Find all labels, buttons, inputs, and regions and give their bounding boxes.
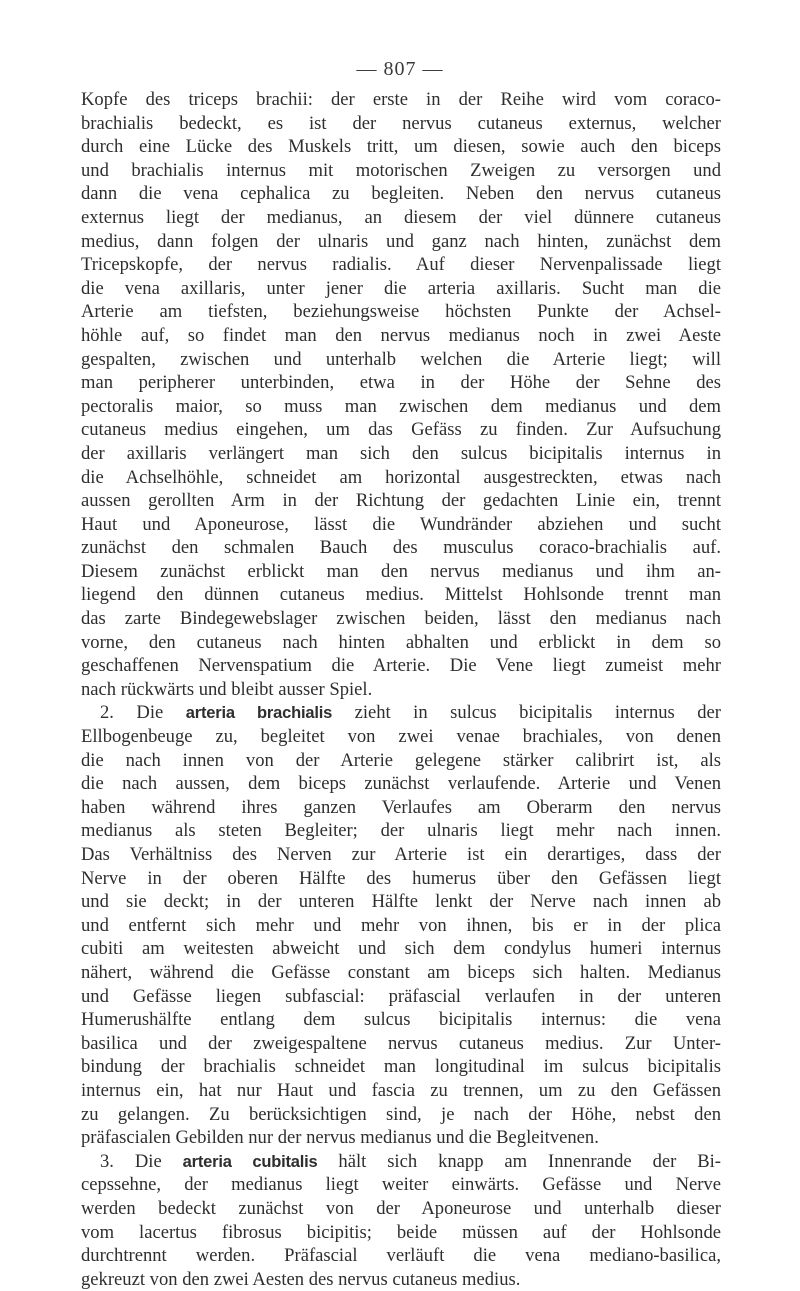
text-line: externus liegt der medianus, an diesem der viel dünnere cutaneus bbox=[81, 206, 721, 228]
text-line: pectoralis maior, so muss man zwischen dem medianus und dem bbox=[81, 395, 721, 417]
text-line: höhle auf, so findet man den nervus medianus noch in zwei Aeste bbox=[81, 324, 721, 346]
text-body bbox=[81, 88, 721, 1291]
text-line: Haut und Aponeurose, lässt die Wundränder abziehen und sucht bbox=[81, 513, 721, 535]
text-line: präfascialen Gebilden nur der nervus medianus und die Begleitvenen. bbox=[81, 1127, 599, 1149]
paragraph-number: 3. Die bbox=[100, 1150, 162, 1172]
text-line: und brachialis internus mit motorischen Zweigen zu versorgen und bbox=[81, 159, 721, 181]
text-line: das zarte Bindegewebslager zwischen beiden, lässt den medianus nach bbox=[81, 608, 721, 630]
text-line: und Gefässe liegen subfascial: präfascial verlaufen in der unteren bbox=[81, 985, 721, 1007]
text-line: und entfernt sich mehr und mehr von ihnen, bis er in der plica bbox=[81, 914, 721, 936]
text-line: gekreuzt von den zwei Aesten des nervus cutaneus medius. bbox=[81, 1268, 521, 1290]
text-run: zieht in sulcus bicipitalis internus der bbox=[354, 702, 721, 724]
text-line: man peripherer unterbinden, etwa in der Höhe der Sehne des bbox=[81, 372, 721, 394]
text-line: werden bedeckt zunächst von der Aponeurose und unterhalb dieser bbox=[81, 1197, 721, 1219]
paragraph-number: 2. Die bbox=[100, 702, 164, 724]
paragraph-3 bbox=[81, 1150, 721, 1291]
text-line: cubiti am weitesten abweicht und sich dem condylus humeri internus bbox=[81, 938, 721, 960]
text-line: Das Verhältniss des Nerven zur Arterie ist ein derartiges, dass der bbox=[81, 844, 721, 865]
text-line: Nerve in der oberen Hälfte des humerus über den Gefässen liegt bbox=[81, 867, 721, 889]
text-line: zu gelangen. Zu berücksichtigen sind, je nach der Höhe, nebst den bbox=[81, 1103, 721, 1125]
anatomical-term: arteria brachialis bbox=[185, 704, 333, 723]
paragraph-first-line bbox=[81, 1150, 721, 1174]
text-line: Ellbogenbeuge zu, begleitet von zwei venae brachiales, von denen bbox=[81, 726, 721, 748]
text-line: bindung der brachialis schneidet man longitudinal im sulcus bicipitalis bbox=[81, 1056, 721, 1078]
text-line: geschaffenen Nervenspatium die Arterie. Die Vene liegt zumeist mehr bbox=[81, 655, 721, 677]
text-line: Humerushälfte entlang dem sulcus bicipitalis internus: die vena bbox=[81, 1009, 721, 1031]
text-line: die nach aussen, dem biceps zunächst verlaufende. Arterie und Venen bbox=[81, 773, 721, 795]
text-line: internus ein, hat nur Haut und fascia zu trennen, um zu den Gefässen bbox=[81, 1079, 721, 1101]
text-line: nähert, während die Gefässe constant am biceps sich halten. Medianus bbox=[81, 961, 721, 983]
text-line: liegend den dünnen cutaneus medius. Mittelst Hohlsonde trennt man bbox=[81, 584, 721, 606]
page-number: — 807 — bbox=[356, 58, 444, 80]
text-line: die vena axillaris, unter jener die arteria axillaris. Sucht man die bbox=[81, 277, 721, 299]
paragraph-2 bbox=[81, 701, 721, 1149]
text-line: Tricepskopfe, der nervus radialis. Auf dieser Nervenpalissade liegt bbox=[81, 254, 721, 276]
text-line: die nach innen von der Arterie gelegene stärker calibrirt ist, als bbox=[81, 749, 721, 771]
text-line: zunächst den schmalen Bauch des musculus coraco-brachialis auf. bbox=[81, 537, 721, 559]
text-line: basilica und der zweigespaltene nervus cutaneus medius. Zur Unter- bbox=[81, 1032, 721, 1054]
text-line: cepssehne, der medianus liegt weiter einwärts. Gefässe und Nerve bbox=[81, 1174, 721, 1196]
text-line: Diesem zunächst erblickt man den nervus medianus und ihm an- bbox=[81, 560, 721, 582]
text-line: durch eine Lücke des Muskels tritt, um diesen, sowie auch den biceps bbox=[81, 136, 721, 158]
text-line: haben während ihres ganzen Verlaufes am Oberarm den nervus bbox=[81, 796, 721, 818]
text-line: gespalten, zwischen und unterhalb welchen die Arterie liegt; will bbox=[81, 348, 721, 370]
paragraph-first-line bbox=[81, 701, 721, 725]
text-line: Kopfe des triceps brachii: der erste in der Reihe wird vom coraco- bbox=[81, 89, 721, 110]
text-line: dann die vena cephalica zu begleiten. Neben den nervus cutaneus bbox=[81, 183, 721, 205]
text-line: Arterie am tiefsten, beziehungsweise höchsten Punkte der Achsel- bbox=[81, 301, 721, 323]
text-line: brachialis bedeckt, es ist der nervus cutaneus externus, welcher bbox=[81, 112, 721, 134]
text-line: aussen gerollten Arm in der Richtung der gedachten Linie ein, trennt bbox=[81, 490, 721, 512]
text-line: durchtrennt werden. Präfascial verläuft die vena mediano-basilica, bbox=[81, 1245, 721, 1267]
text-line: nach rückwärts und bleibt ausser Spiel. bbox=[81, 678, 373, 700]
text-line: die Achselhöhle, schneidet am horizontal ausgestreckten, etwas nach bbox=[81, 466, 721, 488]
anatomical-term: arteria cubitalis bbox=[182, 1152, 318, 1171]
text-line: cutaneus medius eingehen, um das Gefäss zu finden. Zur Aufsuchung bbox=[81, 419, 721, 441]
text-line: vorne, den cutaneus nach hinten abhalten und erblickt in dem so bbox=[81, 631, 721, 653]
text-line: vom lacertus fibrosus bicipitis; beide müssen auf der Hohlsonde bbox=[81, 1221, 721, 1243]
paragraph-1 bbox=[81, 88, 721, 701]
text-line: und sie deckt; in der unteren Hälfte lenkt der Nerve nach innen ab bbox=[81, 891, 721, 913]
text-line: der axillaris verlängert man sich den sulcus bicipitalis internus in bbox=[81, 442, 721, 464]
text-line: medius, dann folgen der ulnaris und ganz nach hinten, zunächst dem bbox=[81, 230, 721, 252]
text-line: medianus als steten Begleiter; der ulnaris liegt mehr nach innen. bbox=[81, 820, 721, 842]
text-run: hält sich knapp am Innenrande der Bi- bbox=[338, 1150, 721, 1172]
